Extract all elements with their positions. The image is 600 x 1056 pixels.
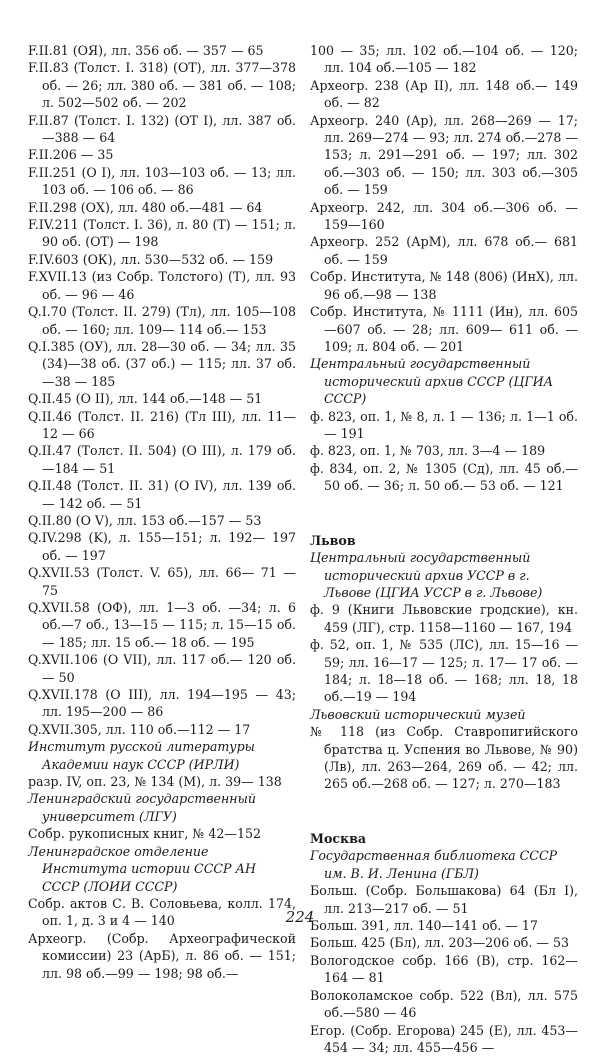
- index-entry: Q.XVII.106 (O VII), лл. 117 об.— 120 об. — 50: [28, 651, 296, 686]
- index-entry: Q.IV.298 (K), л. 155—151; л. 192— 197 об. — 197: [28, 529, 296, 564]
- archive-heading: Львовский исторический музей: [310, 706, 578, 723]
- index-entry: Q.II.45 (O II), лл. 144 об.—148 — 51: [28, 390, 296, 407]
- index-entry: F.IV.603 (ОК), лл. 530—532 об. — 159: [28, 251, 296, 268]
- index-entry: Археогр. 240 (Ар), лл. 268—269 — 17; лл. 269—274 — 93; лл. 274 об.—278 — 153; л. 291—291 об. — 197; лл. 302 об.—303 об. — 150; лл. 303 об.—305 об. — 159: [310, 112, 578, 199]
- index-entry: Егор. (Собр. Егорова) 245 (Е), лл. 453—454 — 34; лл. 455—456 —: [310, 1022, 578, 1056]
- right-column: [310, 42, 578, 1056]
- index-entry: Археогр. 242, лл. 304 об.—306 об. — 159—160: [310, 199, 578, 234]
- index-entry: Археогр. 238 (Ар II), лл. 148 об.— 149 об. — 82: [310, 77, 578, 112]
- index-entry: F.XVII.13 (из Собр. Толстого) (T), лл. 93 об. — 96 — 46: [28, 268, 296, 303]
- archive-heading: Государственная библиотека СССР им. В. И. Ленина (ГБЛ): [310, 847, 578, 882]
- section-gap: [310, 507, 578, 519]
- index-entry: Q.II.47 (Толст. II. 504) (O III), л. 179 об. —184 — 51: [28, 442, 296, 477]
- city-heading: Москва: [310, 830, 578, 847]
- index-entry: Q.II.46 (Толст. II. 216) (Тл III), лл. 11—12 — 66: [28, 408, 296, 443]
- index-entry: Больш. (Собр. Большакова) 64 (Бл I), лл. 213—217 об. — 51: [310, 882, 578, 917]
- index-entry: разр. IV, оп. 23, № 134 (M), л. 39— 138: [28, 773, 296, 790]
- city-heading: Львов: [310, 532, 578, 549]
- index-entry: № 118 (из Собр. Ставропигийского братства ц. Успения во Львове, № 90) (Лв), лл. 263—264, 269 об. — 42; лл. 265 об.—268 об. — 127; л. 270—183: [310, 723, 578, 793]
- archive-heading: Ленинградский государственный университет (ЛГУ): [28, 790, 296, 825]
- index-entry: Больш. 391, лл. 140—141 об. — 17: [310, 917, 578, 934]
- index-entry: Собр. Института, № 148 (806) (ИнХ), лл. 96 об.—98 — 138: [310, 268, 578, 303]
- archive-heading: Ленинградское отделение Института истории СССР АН СССР (ЛОИИ СССР): [28, 843, 296, 895]
- index-entry: Археогр. 252 (АрМ), лл. 678 об.— 681 об. — 159: [310, 233, 578, 268]
- index-entry: Q.I.385 (ОУ), лл. 28—30 об. — 34; лл. 35 (34)—38 об. (37 об.) — 115; лл. 37 об.—38 — 185: [28, 338, 296, 390]
- index-entry: Q.II.48 (Толст. II. 31) (O IV), лл. 139 об. — 142 об. — 51: [28, 477, 296, 512]
- index-entry: F.IV.211 (Толст. I. 36), л. 80 (T) — 151; л. 90 об. (OT) — 198: [28, 216, 296, 251]
- index-entry: ф. 9 (Книги Львовские гродские), кн. 459 (ЛГ), стр. 1158—1160 — 167, 194: [310, 601, 578, 636]
- index-entry: Q.I.70 (Толст. II. 279) (Тл), лл. 105—108 об. — 160; лл. 109— 114 об.— 153: [28, 303, 296, 338]
- index-entry: Q.II.80 (O V), лл. 153 об.—157 — 53: [28, 512, 296, 529]
- index-entry: ф. 823, оп. 1, № 703, лл. 3—4 — 189: [310, 442, 578, 459]
- index-entry: Q.XVII.305, лл. 110 об.—112 — 17: [28, 721, 296, 738]
- index-entry: Археогр. (Собр. Археографической комиссии) 23 (АрБ), л. 86 об. — 151; лл. 98 об.—99 — 198; 98 об.—: [28, 930, 296, 982]
- page-number: 224: [0, 908, 600, 926]
- archive-heading: Центральный государственный исторический архив УССР в г. Львове (ЦГИА УССР в г. Львове): [310, 549, 578, 601]
- index-entry: ф. 834, оп. 2, № 1305 (Сд), лл. 45 об.—50 об. — 36; л. 50 об.— 53 об. — 121: [310, 460, 578, 495]
- index-entry: Собр. актов С. В. Соловьева, колл. 174, оп. 1, д. 3 и 4 — 140: [28, 895, 296, 930]
- index-entry: Больш. 425 (Бл), лл. 203—206 об. — 53: [310, 934, 578, 951]
- index-entry: F.II.206 — 35: [28, 146, 296, 163]
- left-column: [28, 42, 296, 982]
- index-entry: Собр. рукописных книг, № 42—152: [28, 825, 296, 842]
- index-entry: F.II.87 (Толст. I. 132) (OT I), лл. 387 об. —388 — 64: [28, 112, 296, 147]
- index-entry: Q.XVII.58 (ОФ), лл. 1—3 об. —34; л. 6 об.—7 об., 13—15 — 115; л. 15—15 об. — 185; лл. 15 об.— 18 об. — 195: [28, 599, 296, 651]
- index-entry: ф. 52, оп. 1, № 535 (ЛС), лл. 15—16 — 59; лл. 16—17 — 125; л. 17— 17 об. — 184; л. 18—18 об. — 168; лл. 18, 18 об.—19 — 194: [310, 636, 578, 706]
- index-entry: F.II.251 (O I), лл. 103—103 об. — 13; лл. 103 об. — 106 об. — 86: [28, 164, 296, 199]
- index-entry: 100 — 35; лл. 102 об.—104 об. — 120; лл. 104 об.—105 — 182: [310, 42, 578, 77]
- index-entry: Волоколамское собр. 522 (Вл), лл. 575 об.—580 — 46: [310, 987, 578, 1022]
- index-entry: Q.XVII.178 (O III), лл. 194—195 — 43; лл. 195—200 — 86: [28, 686, 296, 721]
- section-gap: [310, 805, 578, 817]
- index-entry: Q.XVII.53 (Толст. V. 65), лл. 66— 71 — 75: [28, 564, 296, 599]
- archive-heading: Центральный государственный исторический архив СССР (ЦГИА СССР): [310, 355, 578, 407]
- index-entry: Собр. Института, № 1111 (Ин), лл. 605—607 об. — 28; лл. 609— 611 об. — 109; л. 804 об. — 201: [310, 303, 578, 355]
- index-entry: F.II.83 (Толст. I. 318) (OT), лл. 377—378 об. — 26; лл. 380 об. — 381 об. — 108; л. 502—502 об. — 202: [28, 59, 296, 111]
- index-entry: Вологодское собр. 166 (В), стр. 162— 164 — 81: [310, 952, 578, 987]
- index-entry: F.II.81 (ОЯ), лл. 356 об. — 357 — 65: [28, 42, 296, 59]
- index-entry: F.II.298 (ОХ), лл. 480 об.—481 — 64: [28, 199, 296, 216]
- index-entry: ф. 823, оп. 1, № 8, л. 1 — 136; л. 1—1 об. — 191: [310, 408, 578, 443]
- archive-heading: Институт русской литературы Академии наук СССР (ИРЛИ): [28, 738, 296, 773]
